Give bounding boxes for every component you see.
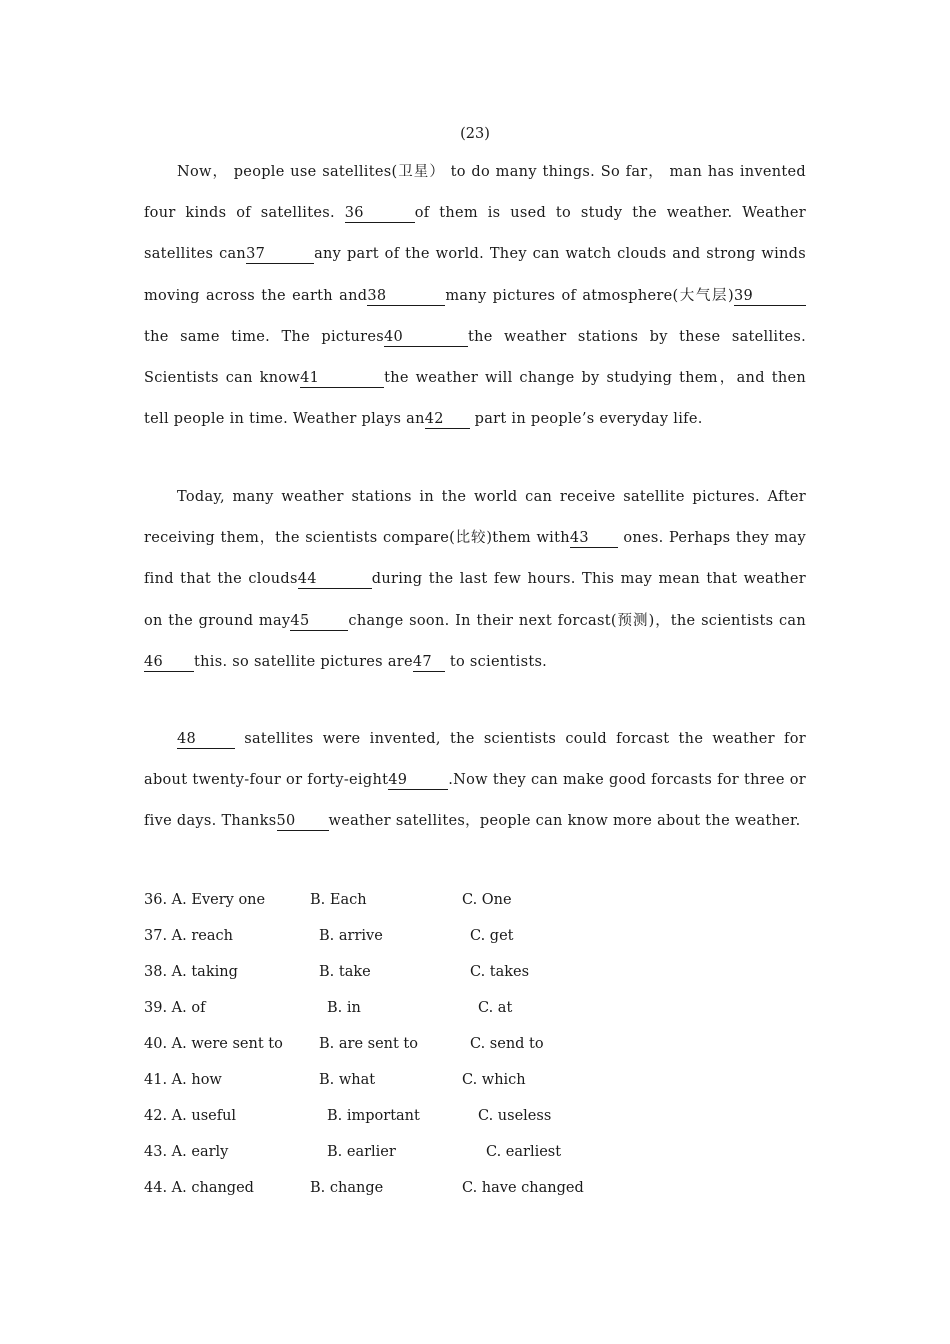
- option-c: C. One: [462, 892, 512, 908]
- blank-48: 48: [177, 731, 235, 749]
- passage-text: part in people’s everyday life.: [474, 411, 703, 428]
- passage-text: change soon. In their next forcast(预测)，the scientists can: [348, 612, 807, 629]
- option-a: 40. A. were sent to: [144, 1036, 283, 1052]
- option-b: B. are sent to: [319, 1036, 418, 1052]
- option-row-42: [144, 1104, 844, 1140]
- paragraph-2: [144, 477, 806, 683]
- option-b: B. earlier: [327, 1144, 396, 1160]
- passage-text: this. so satellite pictures are: [194, 653, 413, 670]
- option-a: 39. A. of: [144, 1000, 206, 1016]
- passage-text: ones. Perhaps they may find that the clouds: [144, 530, 806, 588]
- passage-text: satellites were invented, the scientists could forcast the weather for about twenty-four or forty-eight: [144, 731, 806, 789]
- option-row-38: [144, 960, 844, 996]
- blank-45: 45: [290, 613, 348, 631]
- option-c: C. useless: [478, 1108, 552, 1124]
- blank-47: 47: [413, 654, 445, 672]
- passage-text: many pictures of atmosphere(大气层): [445, 287, 735, 304]
- blank-36: 36: [345, 205, 415, 223]
- passage-text: weather satellites，people can know more about the weather.: [328, 813, 801, 830]
- passage-text: during the last few hours. This may mean that weather on the ground may: [144, 571, 806, 629]
- option-row-37: [144, 924, 844, 960]
- passage-text: the same time. The pictures: [144, 328, 384, 345]
- passage-text: to scientists.: [449, 653, 548, 670]
- option-a: 37. A. reach: [144, 928, 233, 944]
- blank-37: 37: [246, 246, 314, 264]
- option-c: C. which: [462, 1072, 526, 1088]
- option-b: B. in: [327, 1000, 361, 1016]
- option-row-39: [144, 996, 844, 1032]
- option-b: B. important: [327, 1108, 420, 1124]
- option-row-40: [144, 1032, 844, 1068]
- blank-49: 49: [388, 772, 448, 790]
- option-c: C. send to: [470, 1036, 544, 1052]
- blank-46: 46: [144, 654, 194, 672]
- option-b: B. what: [319, 1072, 376, 1088]
- option-b: B. arrive: [319, 928, 383, 944]
- paragraph-1: [144, 152, 806, 440]
- passage-text: any part of the world. They can watch clouds and strong winds moving across the earth and: [144, 246, 806, 304]
- blank-41: 41: [300, 370, 384, 388]
- option-row-36: [144, 888, 844, 924]
- passage-text: the weather will change by studying them，and then tell people in time. Weather plays an: [144, 370, 806, 428]
- blank-38: 38: [367, 288, 445, 306]
- option-row-43: [144, 1140, 844, 1176]
- option-row-41: [144, 1068, 844, 1104]
- option-c: C. at: [478, 1000, 513, 1016]
- option-a: 41. A. how: [144, 1072, 222, 1088]
- blank-40: 40: [384, 329, 468, 347]
- option-a: 38. A. taking: [144, 964, 238, 980]
- answer-options: [144, 888, 844, 1212]
- blank-39: 39: [734, 288, 806, 306]
- option-b: B. change: [310, 1180, 384, 1196]
- option-c: C. have changed: [462, 1180, 584, 1196]
- option-row-44: [144, 1176, 844, 1212]
- passage-text: Today, many weather stations in the world can receive satellite pictures. After receiving them，the scientists compare(比较)them with: [144, 489, 806, 547]
- paragraph-3: [144, 719, 806, 843]
- option-a: 36. A. Every one: [144, 892, 266, 908]
- page-number: (23): [460, 126, 490, 142]
- option-a: 44. A. changed: [144, 1180, 254, 1196]
- blank-42: 42: [425, 411, 470, 429]
- option-c: C. takes: [470, 964, 530, 980]
- passage-text: of them is used to study the weather. Weather satellites can: [144, 205, 806, 263]
- blank-50: 50: [277, 813, 329, 831]
- option-c: C. earliest: [486, 1144, 562, 1160]
- option-b: B. Each: [310, 892, 367, 908]
- option-a: 42. A. useful: [144, 1108, 237, 1124]
- blank-43: 43: [570, 530, 618, 548]
- passage-text: .Now they can make good forcasts for three or five days. Thanks: [144, 772, 807, 830]
- option-b: B. take: [319, 964, 371, 980]
- passage-text: the weather stations by these satellites. Scientists can know: [144, 328, 806, 387]
- option-c: C. get: [470, 928, 514, 944]
- blank-44: 44: [298, 571, 372, 589]
- passage-text: Now， people use satellites(卫星） to do many things. So far， man has invented four kinds of satellites.: [144, 164, 806, 222]
- option-a: 43. A. early: [144, 1144, 229, 1160]
